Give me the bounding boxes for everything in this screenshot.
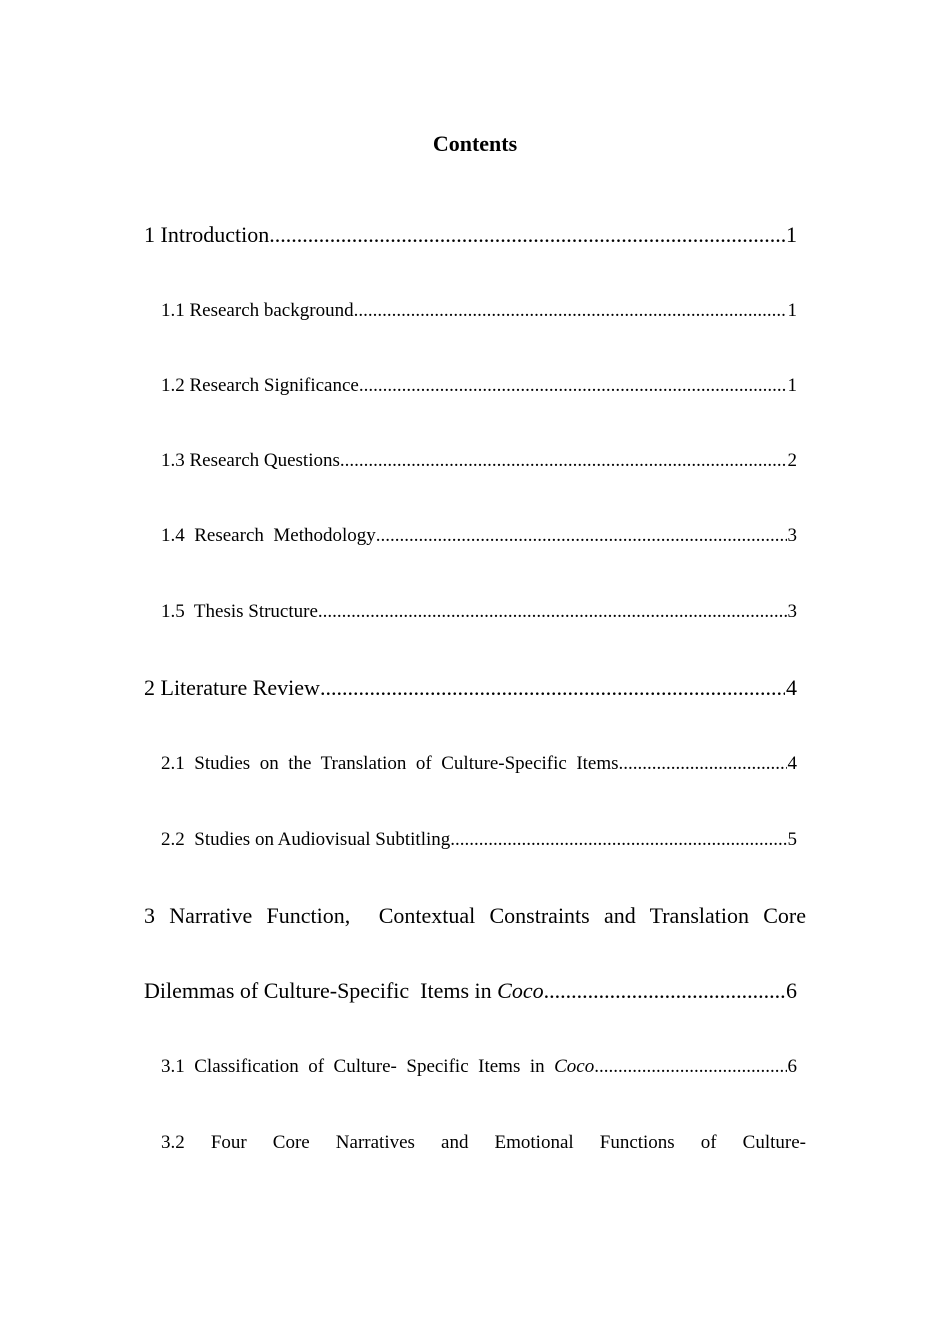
toc-page-number: 1 [787, 375, 797, 396]
toc-page-number: 2 [787, 450, 797, 471]
toc-leader-dots [269, 221, 785, 249]
toc-page-number: 4 [787, 753, 797, 774]
toc-entry-label: 2.1 Studies on the Translation of Culture-Specific Items [161, 753, 619, 774]
toc-leader-dots [340, 448, 787, 474]
toc-entry[interactable] [144, 674, 797, 702]
toc-page-number: 5 [787, 829, 797, 850]
toc-leader-dots [318, 599, 787, 625]
contents-title: Contents [432, 131, 518, 156]
toc-leader-dots [354, 298, 787, 324]
toc-entry-label [144, 977, 544, 1005]
toc-page-number: 4 [786, 675, 797, 700]
toc-entry-label: 1.5 Thesis Structure [161, 601, 318, 622]
toc-entry-label: 1.1 Research background [161, 300, 354, 321]
toc-entry[interactable] [161, 827, 797, 853]
toc-page-number: 1 [786, 222, 797, 247]
toc-entry[interactable] [144, 977, 797, 1005]
toc-leader-dots [450, 827, 786, 853]
toc-entry-line[interactable]: 3 Narrative Function, Contextual Constraints and Translation Core [144, 903, 806, 928]
toc-entry[interactable] [161, 298, 797, 324]
toc-page-number: 3 [787, 601, 797, 622]
toc-entry[interactable] [161, 1054, 797, 1080]
toc-entry-label-text: Dilemmas of Culture-Specific Items in [144, 978, 498, 1003]
toc-leader-dots [359, 373, 787, 399]
toc-entry[interactable] [161, 523, 797, 549]
toc-page-number: 3 [787, 525, 797, 546]
toc-entry-label-text: 3.1 Classification of Culture- Specific Items in [161, 1056, 555, 1077]
toc-leader-dots [619, 751, 787, 777]
toc-entry[interactable] [161, 373, 797, 399]
toc-leader-dots [376, 523, 787, 549]
toc-page-number: 6 [786, 978, 797, 1003]
toc-entry-label: 1.3 Research Questions [161, 450, 340, 471]
film-title-italic: Coco [554, 1056, 595, 1077]
toc-entry-label: 1 Introduction [144, 222, 270, 247]
toc-entry[interactable] [161, 599, 797, 625]
toc-leader-dots [594, 1054, 786, 1080]
film-title-italic: Coco [497, 978, 544, 1003]
toc-entry[interactable] [161, 448, 797, 474]
toc-leader-dots [544, 977, 785, 1005]
toc-page-number: 6 [787, 1056, 797, 1077]
toc-leader-dots [320, 674, 785, 702]
toc-entry-label: 2 Literature Review [144, 675, 320, 700]
toc-page-number: 1 [787, 300, 797, 321]
toc-entry[interactable] [144, 221, 797, 249]
toc-entry-label: 1.2 Research Significance [161, 375, 359, 396]
toc-entry-label: 2.2 Studies on Audiovisual Subtitling [161, 829, 451, 850]
toc-entry-label: 1.4 Research Methodology [161, 525, 376, 546]
toc-entry-label [161, 1054, 594, 1080]
toc-entry[interactable] [161, 751, 797, 777]
toc-entry-line[interactable]: 3.2 Four Core Narratives and Emotional Functions of Culture- [161, 1132, 806, 1153]
